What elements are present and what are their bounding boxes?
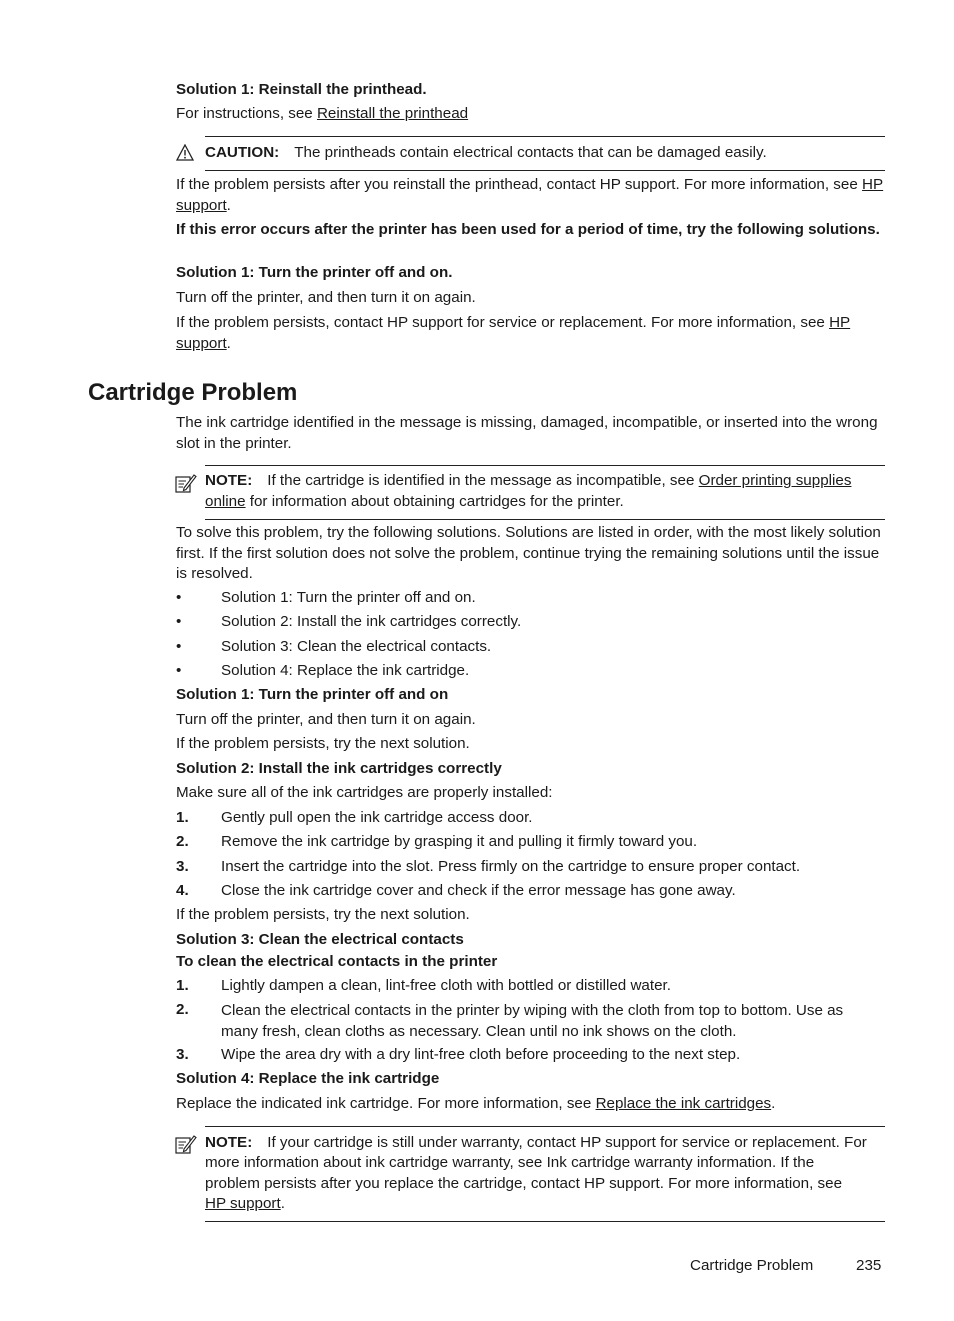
note-text: NOTE: If the cartridge is identified in the message as incompatible, see Order printing supplies online for information about obtaining cartridges for the printer. — [205, 472, 852, 510]
hp-support-link[interactable]: HP support — [176, 176, 884, 214]
list-item: Solution 2: Install the ink cartridges correctly. — [221, 613, 522, 630]
order-supplies-link[interactable]: Order printing supplies online — [205, 472, 852, 510]
list-item: Clean the electrical contacts in the printer by wiping with the cloth from top to bottom. Use as many fresh, clean cloths as necessary. Clean until no ink shows on the cloth. — [221, 1002, 844, 1040]
step-number: 3. — [176, 858, 189, 875]
note-icon — [175, 473, 197, 493]
list-item: Gently pull open the ink cartridge access door. — [221, 809, 533, 826]
body-paragraph: If the problem persists, contact HP support for service or replacement. For more information, see HP support. — [176, 314, 851, 352]
body-text: Make sure all of the ink cartridges are properly installed: — [176, 784, 553, 801]
hp-support-link[interactable]: HP support — [176, 314, 851, 352]
body-text: Turn off the printer, and then turn it on again. — [176, 711, 476, 728]
note-top-rule — [205, 465, 885, 466]
bullet-marker: • — [176, 638, 182, 655]
solution-heading: Solution 2: Install the ink cartridges correctly — [176, 760, 502, 777]
step-number: 2. — [176, 1001, 189, 1018]
list-item: Close the ink cartridge cover and check if the error message has gone away. — [221, 882, 736, 899]
body-text: If the problem persists, try the next solution. — [176, 906, 470, 923]
solution-heading: Solution 1: Reinstall the printhead. — [176, 81, 427, 98]
note-bottom-rule — [205, 519, 885, 520]
caution-note: CAUTION: The printheads contain electrical contacts that can be damaged easily. — [205, 144, 767, 161]
list-item: Wipe the area dry with a dry lint-free cloth before proceeding to the next step. — [221, 1046, 741, 1063]
step-number: 1. — [176, 977, 189, 994]
step-number: 3. — [176, 1046, 189, 1063]
section-title: Cartridge Problem — [88, 379, 298, 406]
body-text: If the problem persists, try the next solution. — [176, 735, 470, 752]
solution-heading: Solution 1: Turn the printer off and on — [176, 686, 449, 703]
note-icon — [175, 1134, 197, 1154]
solution-heading: Solution 4: Replace the ink cartridge — [176, 1070, 440, 1087]
bold-paragraph: If this error occurs after the printer has been used for a period of time, try the following solutions. — [176, 221, 880, 238]
list-item: Lightly dampen a clean, lint-free cloth with bottled or distilled water. — [221, 977, 671, 994]
step-number: 2. — [176, 833, 189, 850]
body-text: Turn off the printer, and then turn it on again. — [176, 289, 476, 306]
list-item: Solution 1: Turn the printer off and on. — [221, 589, 476, 606]
list-item: Solution 3: Clean the electrical contacts. — [221, 638, 492, 655]
note-top-rule — [205, 1126, 885, 1127]
caution-icon — [176, 144, 194, 161]
step-number: 1. — [176, 809, 189, 826]
solution-heading: Solution 3: Clean the electrical contacts — [176, 931, 464, 948]
caution-top-rule — [205, 136, 885, 137]
section-intro: The ink cartridge identified in the message is missing, damaged, incompatible, or inserted into the wrong slot in the printer. — [176, 414, 878, 452]
procedure-heading: To clean the electrical contacts in the printer — [176, 953, 498, 970]
bullet-marker: • — [176, 662, 182, 679]
note-text: NOTE: If your cartridge is still under warranty, contact HP support for service or replacement. For more information about ink cartridge warranty, see Ink cartridge warranty information. If the problem persists after you replace the cartridge, contact HP support. For more information, see HP support. — [205, 1134, 867, 1213]
caution-bottom-rule — [205, 170, 885, 171]
body-paragraph: To solve this problem, try the following solutions. Solutions are listed in order, with the most likely solution first. If the first solution does not solve the problem, continue trying the remaining solutions until the issue is resolved. — [176, 524, 881, 583]
reinstall-printhead-link[interactable]: Reinstall the printhead — [316, 105, 469, 122]
step-number: 4. — [176, 882, 189, 899]
solution-heading: Solution 1: Turn the printer off and on. — [176, 264, 453, 281]
replace-cartridges-link[interactable]: Replace the ink cartridges — [595, 1095, 772, 1112]
page-number: 235 — [856, 1257, 882, 1274]
hp-support-link[interactable]: HP support — [205, 1195, 281, 1213]
body-text: Replace the indicated ink cartridge. For more information, see Replace the ink cartridges. — [176, 1095, 776, 1112]
footer-section-name: Cartridge Problem — [690, 1257, 814, 1274]
body-paragraph: If the problem persists after you reinstall the printhead, contact HP support. For more information, see HP support. — [176, 176, 884, 214]
note-bottom-rule — [205, 1221, 885, 1222]
bullet-marker: • — [176, 613, 182, 630]
bullet-marker: • — [176, 589, 182, 606]
list-item: Solution 4: Replace the ink cartridge. — [221, 662, 470, 679]
list-item: Remove the ink cartridge by grasping it and pulling it firmly toward you. — [221, 833, 698, 850]
list-item: Insert the cartridge into the slot. Press firmly on the cartridge to ensure proper contact. — [221, 858, 801, 875]
instruction-text: For instructions, see Reinstall the printhead — [176, 105, 469, 122]
